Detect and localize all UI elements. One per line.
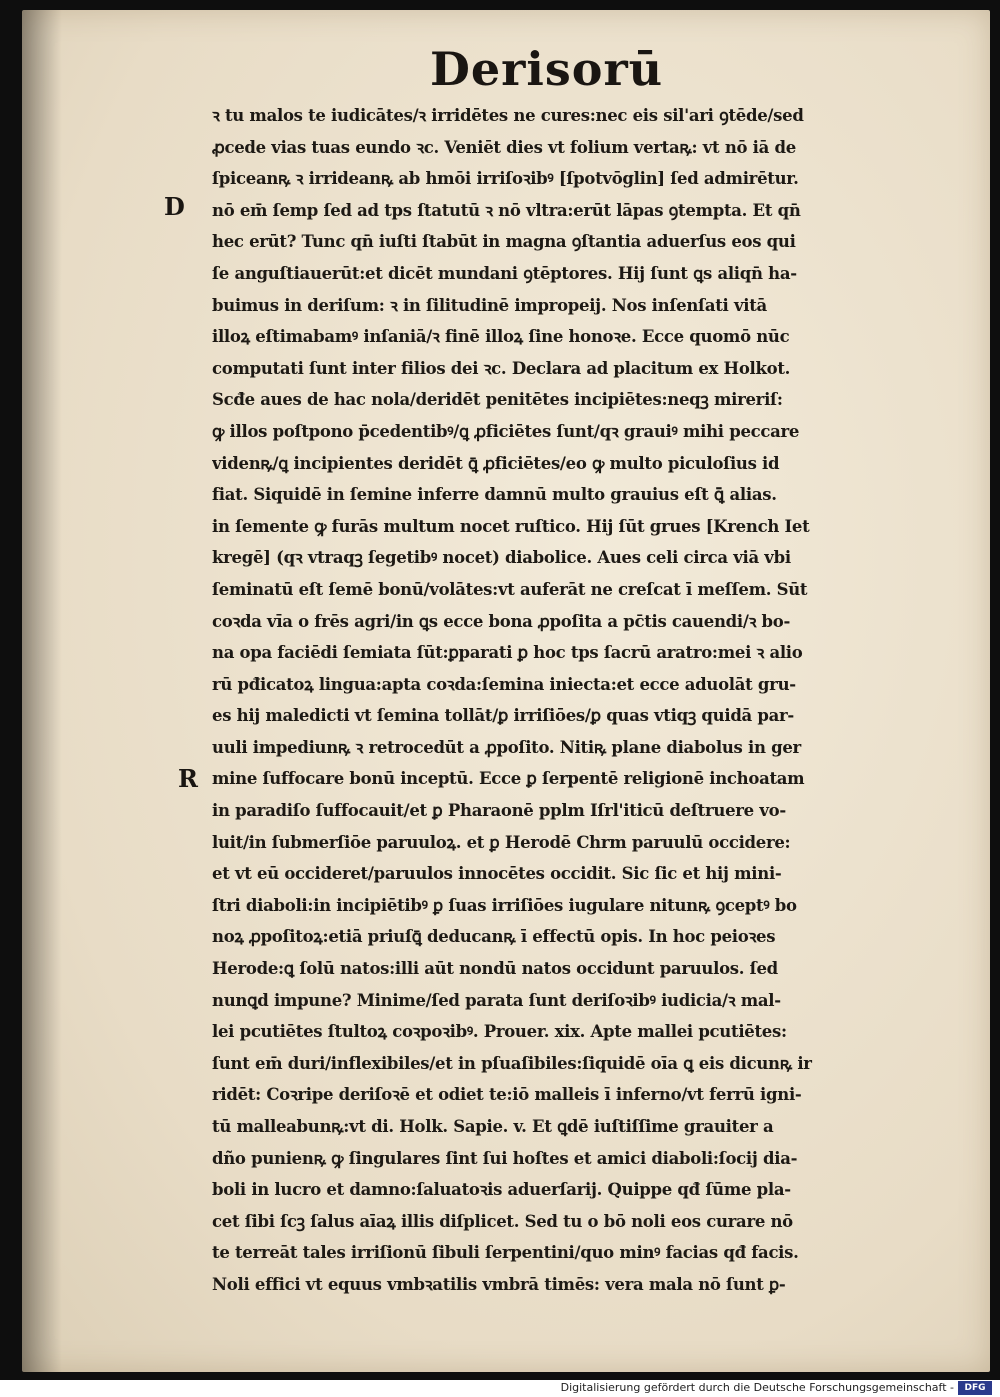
text-line: ꝙ illos poſtpono p̄cedentibꝰ/ꝗ ꝓficiētes ſunt/qꝛ grauiꝰ mihi peccare — [212, 421, 800, 441]
text-line: computati ſunt inter filios dei ꝛc. Declara ad placitum ex Holkot. — [212, 358, 791, 378]
text-line: Herode:ꝗ ſolū natos:illi aūt nondū natos occidunt paruulos. ſed — [212, 959, 778, 979]
text-line: uuli impediunꝶ ꝛ retrocedūt a ꝓpoſito. Nitiꝶ plane diabolus in ger — [212, 737, 801, 757]
text-line: fiat. Siquidē in ſemine inferre damnū multo grauius eſt ꝗ̄ alias. — [212, 485, 777, 505]
text-block — [212, 100, 972, 1301]
text-line: nō em̄ ſemp ſed ad tps ſtatutū ꝛ nō vltra:erūt lāpas ꝯtempta. Et qn̄ — [212, 200, 801, 220]
text-line: hec erūt? Tunc qn̄ iuſti ſtabūt in magna ꝯſtantia aduerſus eos qui — [212, 232, 796, 252]
text-line: et vt eū occideret/paruulos innocētes occidit. Sic ſic et hij mini- — [212, 864, 782, 884]
text-line: buimus in deriſum: ꝛ in ſilitudinē impropeij. Nos inſenſati vitā — [212, 295, 767, 315]
text-line: ſtri diaboli:in incipiētibꝰ ꝑ ſuas irriſiōes iugulare nitunꝶ ꝯceptꝰ bo — [212, 895, 797, 915]
text-line: boli in lucro et damno:ſaluatoꝛis aduerſarij. Quippe qđ ſūme pla- — [212, 1180, 791, 1200]
text-line: cet ſibi ſcꝫ ſalus aīaꝝ illis diſplicet. Sed tu o bō noli eos curare nō — [212, 1211, 793, 1231]
text-line: coꝛda vīa o frēs agri/in ꝗs ecce bona ꝓpoſita a pc̄tis cauendi/ꝛ bo- — [212, 611, 791, 631]
text-line: ridēt: Coꝛripe deriſoꝛē et odiet te:iō malleis ī inferno/vt ferrū igni- — [212, 1085, 802, 1105]
text-line: tū malleabunꝶ:vt di. Holk. Sapie. v. Et ꝗdē iuſtiſſime grauiter a — [212, 1117, 774, 1136]
marginal-letter-r: R — [178, 764, 198, 793]
text-line: Scđe aues de hac nola/deridēt penitētes incipiētes:neqꝫ mireriſ: — [212, 390, 783, 410]
text-line: videnꝶ/ꝗ incipientes deridēt ꝗ̄ ꝓficiētes/eo ꝙ multo piculoſius id — [212, 453, 780, 473]
text-line: lei pcutiētes ſtultoꝝ coꝛpoꝛibꝰ. Prouer. xix. Apte mallei pcutiētes: — [212, 1022, 787, 1042]
text-line: ſunt em̄ duri/inflexibiles/et in pſuaſibiles:ſiquidē oīa ꝗ eis dicunꝶ ir — [212, 1053, 812, 1073]
funding-credit: Digitalisierung gefördert durch die Deutsche Forschungsgemeinschaft - — [560, 1381, 954, 1394]
text-line: mine ſuffocare bonū inceptū. Ecce ꝑ ſerpentē religionē inchoatam — [212, 769, 805, 789]
text-line: in ſemente ꝙ furās multum nocet ruſtico. Hij ſūt grues [Krench Iet — [212, 516, 810, 536]
text-line: luit/in ſubmerſiōe paruuloꝝ. et ꝑ Herodē Chrm paruulū occidere: — [212, 832, 791, 852]
text-line: ſpiceanꝶ ꝛ irrideanꝶ ab hmōi irriſoꝛibꝰ [ſpotvōglin] ſed admirētur. — [212, 169, 799, 189]
marginal-letter-d: D — [164, 192, 185, 221]
text-line: ꝛ tu malos te iudicātes/ꝛ irridētes ne cures:nec eis sil'ari ꝯtēde/sed — [212, 106, 804, 125]
text-line: Noli effici vt equus vmbꝛatilis vmbrā timēs: vera mala nō ſunt ꝑ- — [212, 1274, 786, 1294]
text-line: te terreāt tales irriſionū ſibuli ſerpentini/quo minꝰ facias qđ facis. — [212, 1243, 799, 1263]
text-line: dño punienꝶ ꝙ ſingulares ſint ſui hoſtes et amici diaboli:ſocij dia- — [212, 1148, 798, 1168]
text-line: ſe anguſtiauerūt:et dicēt mundani ꝯtēptores. Hij ſunt ꝗs aliqn̄ ha- — [212, 263, 797, 283]
text-line: ſeminatū eſt ſemē bonū/volātes:vt auferāt ne creſcat ī meſſem. Sūt — [212, 579, 808, 599]
text-line: illoꝝ eſtimabamꝰ inſaniā/ꝛ finē illoꝝ ſine honoꝛe. Ecce quomō nūc — [212, 327, 790, 347]
gutter-shadow — [22, 10, 62, 1372]
running-head: Derisorū — [430, 42, 664, 96]
dfg-logo: DFG — [958, 1381, 992, 1395]
text-line: kregē] (qꝛ vtraqꝫ ſegetibꝰ nocet) diabolice. Aues celi circa viā vbi — [212, 548, 791, 568]
text-line: in paradiſo ſuffocauit/et ꝑ Pharaonē pplm Iſrl'iticū deſtruere vo- — [212, 801, 786, 821]
text-line: es hij maledicti vt ſemina tollāt/ꝑ irriſiōes/ꝑ quas vtiqꝫ quidā par- — [212, 706, 794, 726]
text-line: nunꝗd impune? Minime/ſed parata ſunt deriſoꝛibꝰ iudicia/ꝛ mal- — [212, 990, 781, 1010]
text-line: ꝓcede vias tuas eundo ꝛc. Veniēt dies vt folium vertaꝶ: vt nō iā de — [212, 137, 796, 157]
text-line: rū pđicatoꝝ lingua:apta coꝛda:ſemina iniecta:et ecce aduolāt gru- — [212, 674, 796, 694]
text-line: na opa faciēdi ſemiata ſūt:ꝑparati ꝑ hoc tps ſacrū aratro:mei ꝛ alio — [212, 643, 803, 663]
text-line: noꝝ ꝓpoſitoꝝ:etiā priuſꝗ̄ deducanꝶ ī effectū opis. In hoc peioꝛes — [212, 927, 776, 947]
